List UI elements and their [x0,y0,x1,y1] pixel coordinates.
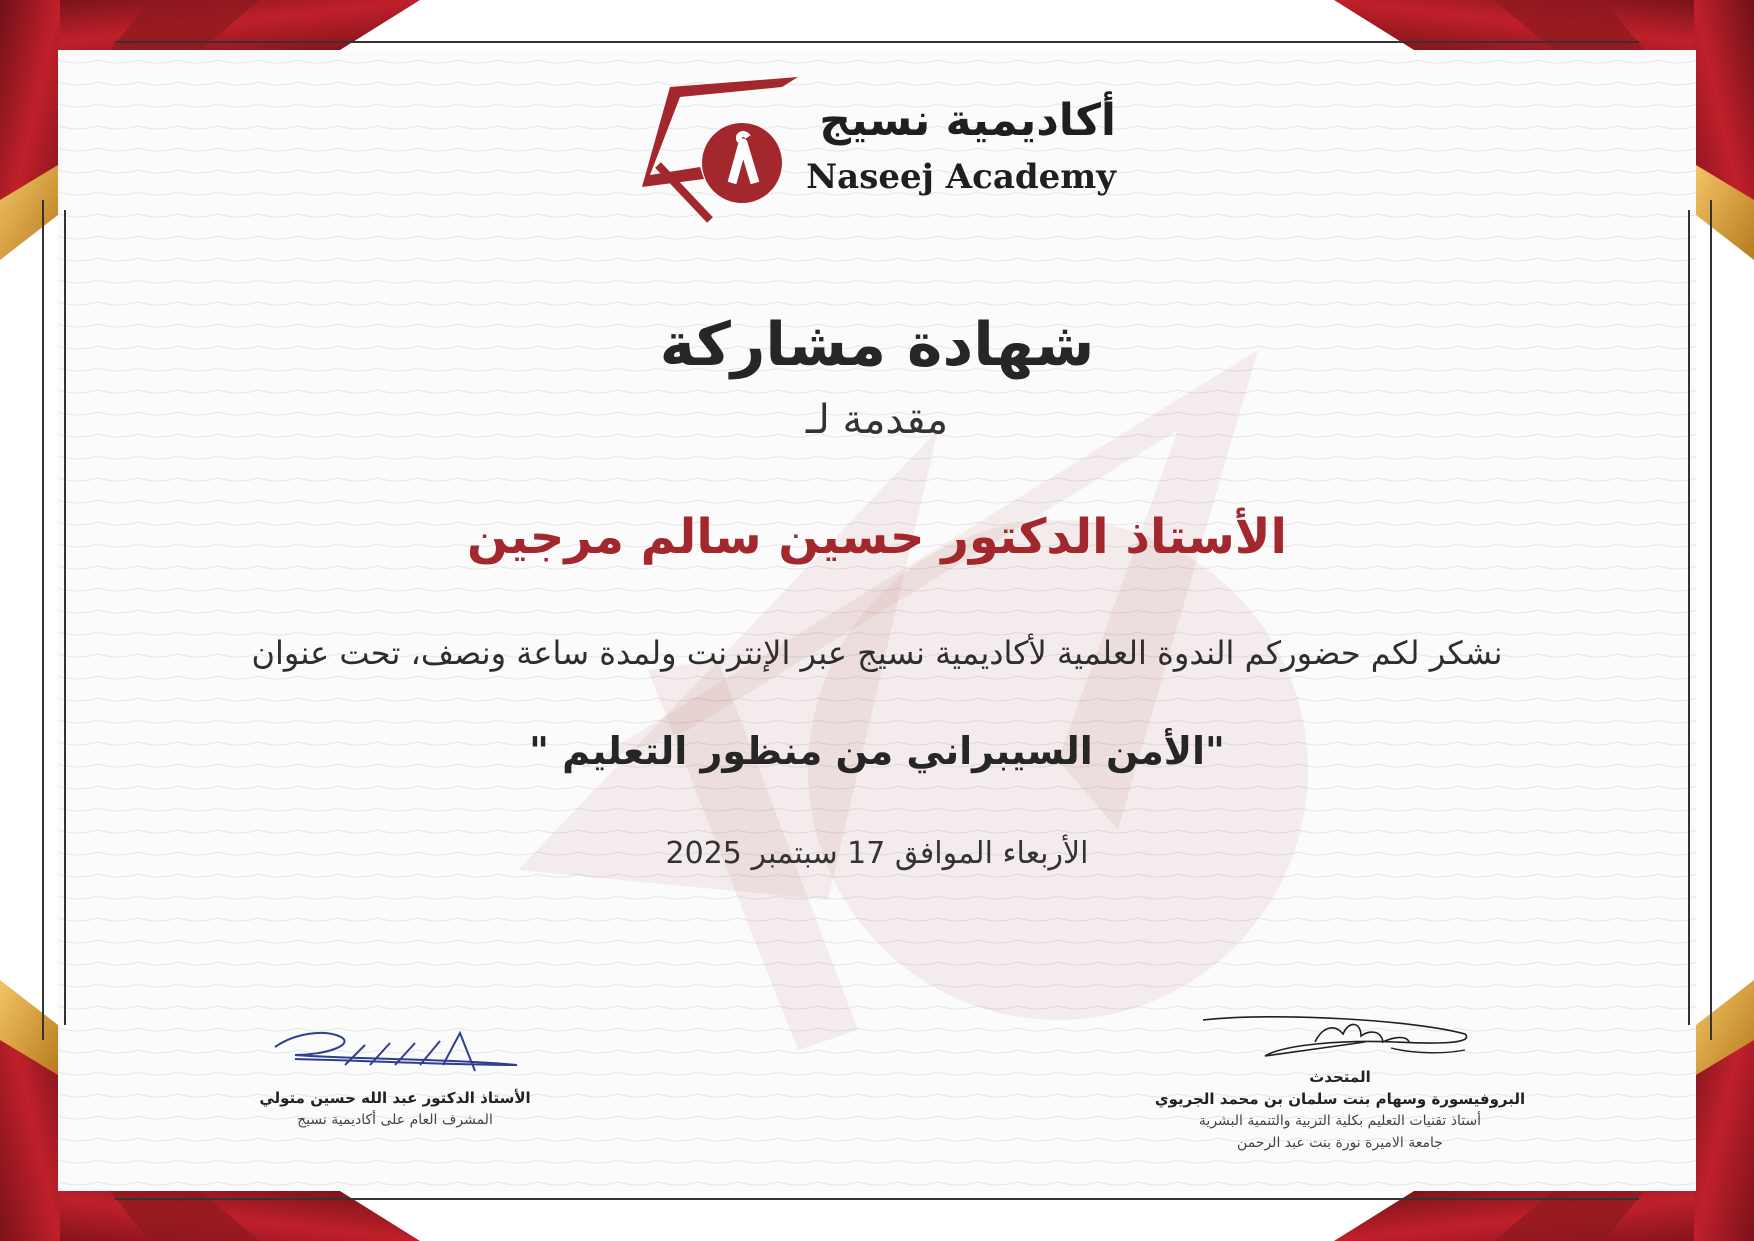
supervisor-role: المشرف العام على أكاديمية نسيج [297,1112,493,1128]
speaker-name: البروفيسورة وسهام بنت سلمان بن محمد الجريوي [1154,1090,1526,1108]
logo-mark-icon [640,75,800,225]
signature-block-supervisor [240,1015,550,1131]
supervisor-name: الأستاذ الدكتور عبد الله حسين متولي [259,1089,531,1107]
seminar-date: الأربعاء الموافق 17 سبتمبر 2025 [665,836,1089,871]
speaker-role-line2: جامعة الاميرة نورة بنت عبد الرحمن [1237,1135,1443,1151]
speaker-role-line1: أستاذ تقنيات التعليم بكلية التربية والتنمية البشرية [1198,1113,1482,1129]
recipient-name: الأستاذ الدكتور حسين سالم مرجين [466,509,1287,565]
speaker-signature [1195,1012,1485,1070]
presented-to: مقدمة لـ [805,397,949,443]
certificate-title: شهادة مشاركة [659,310,1095,380]
wave-line [58,280,1696,283]
wave-line [58,1160,1696,1163]
wave-line [58,60,1696,63]
logo-english-name: Naseej Academy [806,157,1116,197]
speaker-label: المتحدث [1309,1068,1371,1086]
wave-line [58,1182,1696,1185]
thanks-text: نشكر لكم حضوركم الندوة العلمية لأكاديمية نسيج عبر الإنترنت ولمدة ساعة ونصف، تحت عنوان [251,634,1503,672]
logo-arabic-name: أكاديمية نسيج [819,95,1116,146]
seminar-topic: "الأمن السيبراني من منظور التعليم " [529,729,1225,773]
academy-logo [640,75,1120,225]
signature-block-speaker [1140,1012,1540,1154]
wave-line [58,236,1696,239]
wave-line [58,258,1696,261]
supervisor-signature [255,1015,535,1087]
